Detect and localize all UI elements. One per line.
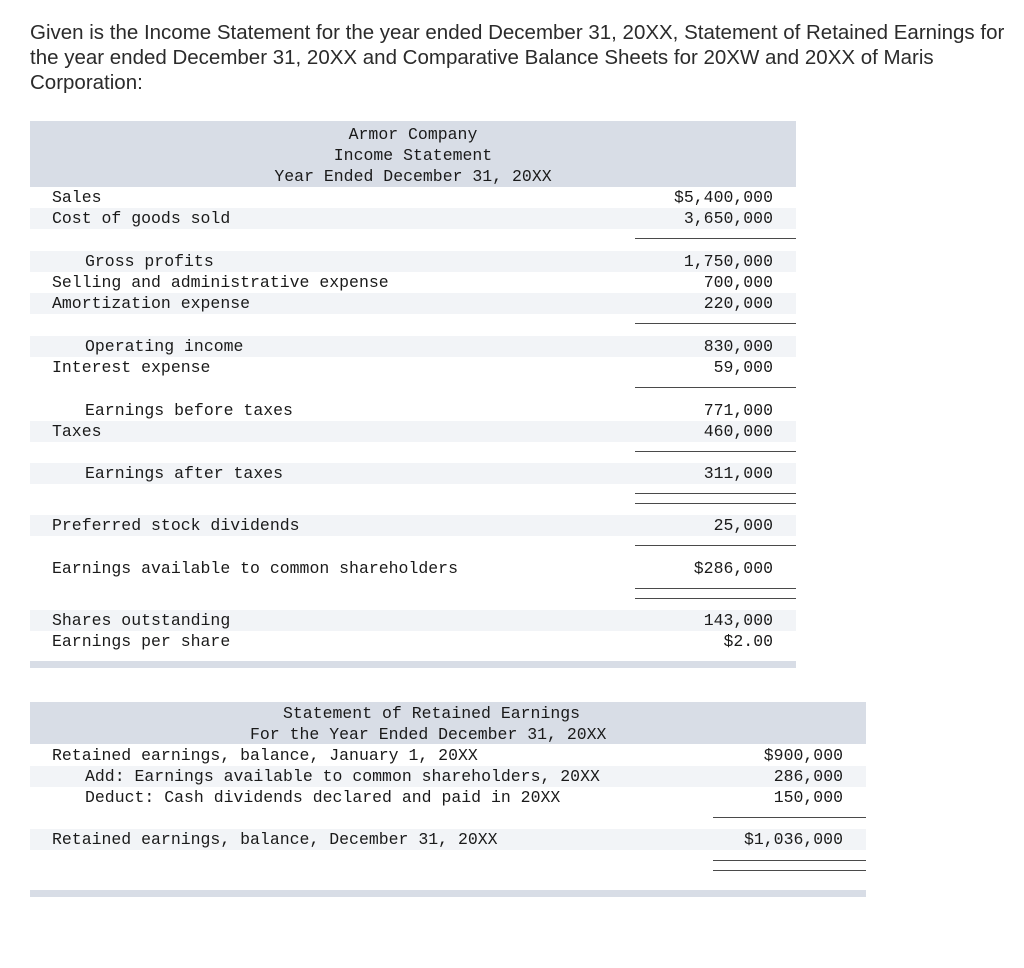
statement-title: Income Statement <box>333 146 493 165</box>
row-label: Earnings available to common shareholders <box>52 559 458 578</box>
row-amount: 311,000 <box>703 464 773 483</box>
row-label: Preferred stock dividends <box>52 516 300 535</box>
row-amount: 286,000 <box>773 767 843 786</box>
table-footer-bar <box>30 661 796 668</box>
row-amortization-expense <box>30 293 796 314</box>
row-shares-outstanding <box>30 610 796 631</box>
row-amount: 700,000 <box>703 273 773 292</box>
double-rule-bottom <box>635 598 796 599</box>
subtotal-rule <box>635 387 796 388</box>
subtotal-rule <box>635 451 796 452</box>
income-statement-table <box>30 121 796 677</box>
row-re-add-earnings <box>30 766 866 787</box>
subtotal-rule <box>635 545 796 546</box>
row-amount: $5,400,000 <box>673 188 773 207</box>
row-cost-of-goods-sold <box>30 208 796 229</box>
row-label: Earnings per share <box>52 632 231 651</box>
row-re-deduct-dividends <box>30 787 866 808</box>
double-rule-top <box>635 588 796 589</box>
row-amount: 143,000 <box>703 611 773 630</box>
row-amount: 1,750,000 <box>683 252 773 271</box>
row-amount: $2.00 <box>723 632 773 651</box>
row-re-beginning-balance <box>30 745 866 766</box>
retained-earnings-title: Statement of Retained Earnings <box>283 704 581 723</box>
row-earnings-available-common <box>30 558 796 579</box>
double-rule-top <box>635 493 796 494</box>
double-rule-bottom <box>713 870 866 871</box>
row-sales <box>30 187 796 208</box>
row-label: Amortization expense <box>52 294 251 313</box>
row-label: Retained earnings, balance, December 31, 20XX <box>52 830 498 849</box>
row-label: Earnings after taxes <box>85 464 284 483</box>
row-amount: 25,000 <box>713 516 773 535</box>
subtotal-rule <box>713 817 866 818</box>
row-preferred-dividends <box>30 515 796 536</box>
row-taxes <box>30 421 796 442</box>
row-operating-income <box>30 336 796 357</box>
row-label: Selling and administrative expense <box>52 273 389 292</box>
row-earnings-per-share <box>30 631 796 652</box>
row-amount: 3,650,000 <box>683 209 773 228</box>
row-amount: $286,000 <box>693 559 773 578</box>
row-label: Retained earnings, balance, January 1, 20XX <box>52 746 478 765</box>
row-label: Interest expense <box>52 358 211 377</box>
row-label: Operating income <box>85 337 244 356</box>
retained-earnings-table <box>30 702 866 898</box>
row-label: Deduct: Cash dividends declared and paid in 20XX <box>85 788 561 807</box>
retained-earnings-period: For the Year Ended December 31, 20XX <box>250 725 607 744</box>
intro-paragraph: Given is the Income Statement for the year ended December 31, 20XX, Statement of Retained Earnings for the year ended December 31, 20XX and Comparative Balance Sheets for 20XW and 20XX of Maris Corporation: <box>30 21 1005 94</box>
row-amount: 771,000 <box>703 401 773 420</box>
double-rule-bottom <box>635 503 796 504</box>
row-label: Sales <box>52 188 102 207</box>
row-amount: 59,000 <box>713 358 773 377</box>
subtotal-rule <box>635 323 796 324</box>
table-footer-bar <box>30 890 866 897</box>
row-amount: 220,000 <box>703 294 773 313</box>
row-label: Earnings before taxes <box>85 401 293 420</box>
double-rule-top <box>713 860 866 861</box>
company-name: Armor Company <box>348 125 478 144</box>
row-amount: $900,000 <box>763 746 843 765</box>
row-re-ending-balance <box>30 829 866 850</box>
row-amount: $1,036,000 <box>743 830 843 849</box>
row-earnings-before-taxes <box>30 400 796 421</box>
row-selling-admin-expense <box>30 272 796 293</box>
row-interest-expense <box>30 357 796 378</box>
subtotal-rule <box>635 238 796 239</box>
row-earnings-after-taxes <box>30 463 796 484</box>
row-label: Cost of goods sold <box>52 209 231 228</box>
row-label: Add: Earnings available to common shareholders, 20XX <box>85 767 600 786</box>
row-label: Gross profits <box>85 252 214 271</box>
statement-period: Year Ended December 31, 20XX <box>274 167 552 186</box>
row-label: Taxes <box>52 422 102 441</box>
row-amount: 460,000 <box>703 422 773 441</box>
row-amount: 150,000 <box>773 788 843 807</box>
row-label: Shares outstanding <box>52 611 231 630</box>
row-amount: 830,000 <box>703 337 773 356</box>
row-gross-profits <box>30 251 796 272</box>
